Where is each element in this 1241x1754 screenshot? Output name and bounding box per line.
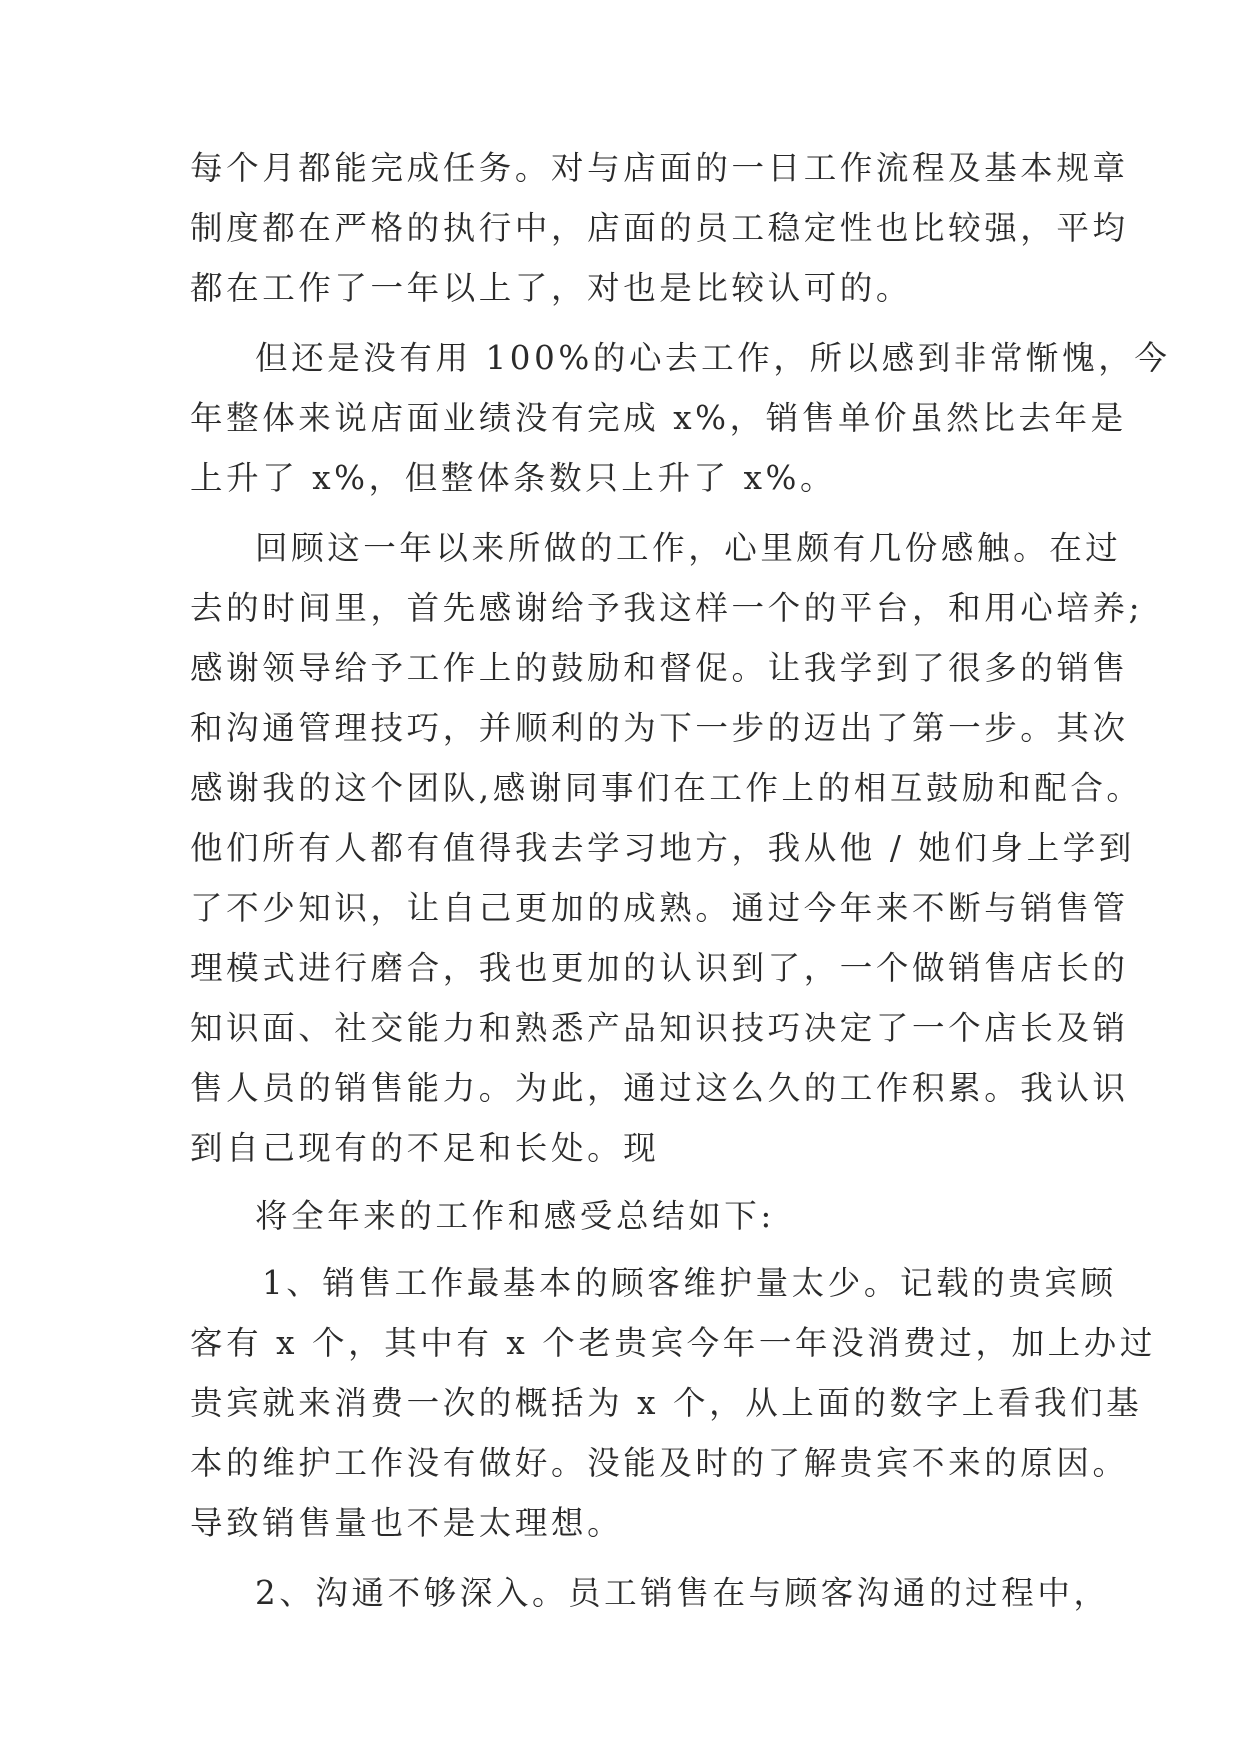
text-line: 去的时间里，首先感谢给予我这样一个的平台，和用心培养; [190,589,1144,627]
paragraph-first-line: 将全年来的工作和感受总结如下: [255,1197,775,1235]
paragraph-first-line: 但还是没有用 100%的心去工作，所以感到非常惭愧，今 [255,339,1171,377]
list-item-1: 1、销售工作最基本的顾客维护量太少。记载的贵宾顾 [262,1264,1117,1302]
text-line: 他们所有人都有值得我去学习地方，我从他 / 她们身上学到 [190,829,1135,867]
text-line: 贵宾就来消费一次的概括为 x 个，从上面的数字上看我们基 [190,1384,1143,1422]
text-line: 感谢领导给予工作上的鼓励和督促。让我学到了很多的销售 [190,649,1129,687]
text-line: 售人员的销售能力。为此，通过这么久的工作积累。我认识 [190,1069,1129,1107]
text-line: 理模式进行磨合，我也更加的认识到了，一个做销售店长的 [190,949,1129,987]
list-item-2: 2、沟通不够深入。员工销售在与顾客沟通的过程中， [255,1574,1110,1612]
text-line: 年整体来说店面业绩没有完成 x%，销售单价虽然比去年是 [190,399,1127,437]
text-line: 和沟通管理技巧，并顺利的为下一步的迈出了第一步。其次 [190,709,1129,747]
text-line: 感谢我的这个团队,感谢同事们在工作上的相互鼓励和配合。 [190,769,1143,807]
paragraph-first-line: 回顾这一年以来所做的工作，心里颇有几份感触。在过 [255,529,1122,567]
text-line: 客有 x 个，其中有 x 个老贵宾今年一年没消费过，加上办过 [190,1324,1156,1362]
text-line: 了不少知识，让自己更加的成熟。通过今年来不断与销售管 [190,889,1129,927]
text-line: 本的维护工作没有做好。没能及时的了解贵宾不来的原因。 [190,1444,1129,1482]
text-line: 每个月都能完成任务。对与店面的一日工作流程及基本规章 [190,149,1129,187]
text-line: 知识面、社交能力和熟悉产品知识技巧决定了一个店长及销 [190,1009,1129,1047]
text-line: 制度都在严格的执行中，店面的员工稳定性也比较强，平均 [190,209,1129,247]
text-line: 都在工作了一年以上了，对也是比较认可的。 [190,269,913,307]
text-line: 到自己现有的不足和长处。现 [190,1129,660,1167]
text-line: 上升了 x%，但整体条数只上升了 x%。 [190,459,837,497]
text-line: 导致销售量也不是太理想。 [190,1504,624,1542]
